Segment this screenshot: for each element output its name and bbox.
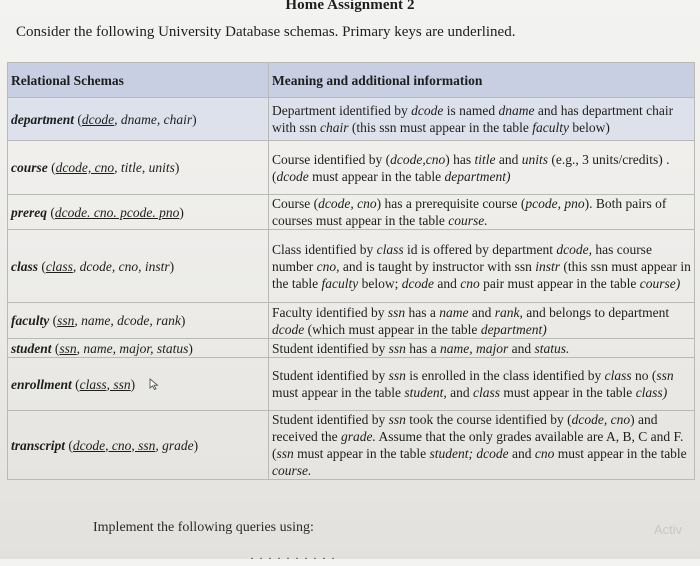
cutoff-text: · · · · · · · · · · (250, 551, 336, 565)
meaning-text: faculty (321, 275, 359, 291)
meaning-cell (269, 195, 695, 230)
meaning-cell (269, 411, 695, 480)
meaning-text: must appear in the table (293, 446, 430, 461)
meaning-text: has a (405, 304, 440, 320)
meaning-text: and is taught by instructor with ssn (339, 258, 536, 274)
meaning-text: ssn (656, 368, 674, 383)
meaning-text: Assume that the only grades available are A, B, C and F. ( (272, 429, 684, 461)
meaning-text: must appear in the table (308, 168, 445, 184)
meaning-text: course. (448, 213, 488, 228)
primary-key-attr: dcode, cno, ssn (72, 437, 156, 453)
schema-attr: , name, major, status (76, 340, 189, 356)
primary-key-attr: class, ssn (79, 376, 131, 392)
schema-name: prereq (11, 204, 47, 220)
meaning-text: class (376, 241, 404, 257)
schema-close-paren: ) (179, 204, 184, 220)
meaning-text: Student identified by (272, 340, 389, 356)
schema-attr: , grade (155, 437, 194, 453)
meaning-text: has a (405, 340, 440, 356)
schema-open-paren: ( (47, 204, 55, 220)
meaning-cell (269, 358, 695, 411)
meaning-text: below) (568, 120, 610, 135)
meaning-text: department) (444, 168, 511, 184)
schema-close-paren: ) (188, 340, 193, 356)
table-header-row (8, 63, 695, 98)
schema-name: faculty (11, 313, 50, 328)
schema-cell (8, 98, 269, 141)
meaning-text: no ( (631, 368, 657, 383)
mouse-cursor-icon (149, 377, 159, 389)
meaning-text: dcode, cno (571, 412, 631, 427)
schema-name: enrollment (11, 376, 72, 392)
schema-open-paren: ( (71, 376, 80, 392)
meaning-cell (269, 98, 695, 141)
schema-attr: , (114, 111, 121, 127)
meaning-text: Faculty identified by (272, 304, 388, 320)
meaning-text: Student identified by (272, 368, 389, 383)
meaning-text: department) (480, 321, 547, 337)
schema-close-paren: ) (193, 437, 199, 453)
meaning-text: Class identified by (272, 241, 377, 257)
meaning-text: ) has a prerequisite course ( (376, 196, 526, 211)
meaning-text: took the course identified by ( (405, 412, 572, 427)
schema-open-paren: ( (47, 160, 56, 175)
meaning-text: class) (635, 385, 668, 400)
meaning-text: ). Both pairs of courses must appear in the table (272, 196, 667, 228)
schema-attr: , dcode, cno, instr (72, 258, 170, 274)
meaning-text: id is offered by department (403, 241, 557, 257)
schema-open-paren: ( (65, 437, 73, 453)
meaning-text: and belongs to department (522, 304, 670, 320)
meaning-text: dcode,cno (390, 151, 446, 167)
schema-cell (8, 358, 269, 411)
schema-open-paren: ( (49, 313, 58, 328)
table-row (8, 195, 695, 230)
meaning-text: instr (535, 258, 561, 274)
schema-cell (8, 195, 269, 230)
meaning-text: (this ssn must appear in the table (348, 120, 533, 135)
meaning-text: (this ssn must appear in the table (272, 258, 691, 291)
meaning-text: dcode, (556, 241, 592, 257)
meaning-text: and (433, 275, 461, 291)
meaning-text: Department identified by (272, 103, 412, 118)
meaning-text: must appear in the table (272, 385, 405, 400)
primary-key-attr: dcode, cno (55, 160, 115, 175)
footer-text: Implement the following queries using: (93, 520, 314, 535)
primary-key-attr: ssn (59, 340, 77, 356)
meaning-text: and (446, 385, 473, 400)
meaning-text: course) (639, 275, 681, 291)
meaning-text: and has department chair with ssn (272, 103, 674, 135)
meaning-text: (which must appear in the table (304, 321, 481, 337)
activation-watermark: Activ (654, 522, 683, 537)
meaning-text: pcode, pno (525, 196, 585, 211)
meaning-text: faculty (532, 120, 569, 135)
meaning-text: chair (320, 120, 349, 135)
meaning-text: ) has (445, 151, 475, 167)
schema-close-paren: ) (180, 313, 186, 328)
schema-name: course (11, 160, 48, 175)
schema-close-paren: ) (130, 376, 136, 392)
meaning-text: dname (498, 103, 535, 118)
meaning-cell (269, 230, 695, 303)
meaning-text: dcode (411, 103, 444, 118)
table-row (8, 230, 695, 303)
meaning-text: and (495, 151, 522, 167)
meaning-cell (269, 303, 695, 339)
meaning-text: ) and received the (272, 412, 658, 444)
page-title: Home Assignment 2 (285, 0, 415, 13)
header-relational-schemas: Relational Schemas (8, 63, 269, 98)
meaning-text: Course identified by ( (272, 151, 391, 167)
schema-name: transcript (11, 437, 66, 453)
schema-cell (8, 230, 269, 303)
meaning-text: name (439, 304, 469, 320)
meaning-text: Student identified by (272, 412, 389, 427)
schema-open-paren: ( (51, 340, 60, 356)
table-row (8, 303, 695, 339)
meaning-text: dcode (272, 321, 305, 337)
meaning-text: cno (534, 446, 555, 461)
meaning-text: dcode, cno (318, 196, 377, 211)
schema-close-paren: ) (192, 111, 197, 127)
meaning-text: class (604, 368, 632, 383)
meaning-text: ssn (387, 304, 406, 320)
schema-cell (8, 141, 269, 195)
primary-key-attr: ssn (57, 313, 75, 328)
meaning-text: has course number (272, 241, 652, 274)
meaning-text: dcode (276, 168, 309, 184)
intro-text: Consider the following University Database schemas. Primary keys are underlined. (16, 24, 516, 40)
header-meaning: Meaning and additional information (269, 63, 695, 98)
schema-name: department (11, 111, 74, 127)
primary-key-attr: class (45, 258, 73, 274)
meaning-text: title (474, 151, 496, 167)
schema-attr: , title, units (114, 160, 175, 175)
schema-cell (8, 339, 269, 358)
meaning-text: course. (272, 463, 312, 478)
meaning-text: must appear in the table (554, 446, 687, 461)
meaning-text: and (508, 340, 535, 356)
meaning-cell (269, 339, 695, 358)
table-row (8, 339, 695, 358)
table-row (8, 411, 695, 480)
schema-close-paren: ) (169, 258, 175, 274)
table-row (8, 98, 695, 141)
schema-name: class (11, 258, 38, 274)
schema-name: student (11, 340, 52, 356)
schema-attr: dname, chair (120, 111, 193, 127)
meaning-text: grade. (340, 429, 376, 444)
meaning-text: class (472, 385, 500, 400)
meaning-text: and (508, 446, 535, 461)
meaning-text: student, (404, 385, 447, 400)
meaning-text: rank, (494, 304, 523, 320)
schema-attr: , name, dcode, rank (74, 313, 181, 328)
meaning-text: student; dcode (429, 446, 509, 461)
meaning-text: ssn (388, 340, 406, 356)
meaning-text: and (468, 304, 495, 320)
meaning-text: cno, (316, 258, 340, 274)
meaning-text: name, major (440, 340, 509, 356)
meaning-text: is enrolled in the class identified by (405, 368, 605, 383)
meaning-text: pair must appear in the table (479, 275, 640, 291)
meaning-text: units (521, 151, 548, 167)
primary-key-attr: dcode (81, 111, 115, 127)
meaning-text: is named (443, 103, 499, 118)
meaning-text: (e.g., 3 units/credits) . ( (272, 151, 670, 184)
schema-close-paren: ) (174, 160, 180, 175)
schema-cell (8, 411, 269, 480)
meaning-text: ssn (388, 368, 406, 383)
meaning-text: status. (534, 340, 570, 356)
schema-table (7, 62, 695, 480)
schema-open-paren: ( (74, 111, 82, 127)
meaning-text: dcode (401, 275, 434, 291)
schema-cell (8, 303, 269, 339)
meaning-text: below; (358, 275, 402, 291)
meaning-cell (269, 141, 695, 195)
table-row (8, 358, 695, 411)
meaning-text: ssn (388, 412, 406, 427)
meaning-text: Course ( (272, 196, 319, 211)
schema-open-paren: ( (38, 258, 46, 274)
meaning-text: must appear in the table (499, 385, 636, 400)
table-row (8, 141, 695, 195)
meaning-text: ssn (276, 446, 294, 461)
primary-key-attr: dcode. cno. pcode. pno (54, 204, 180, 220)
meaning-text: cno (460, 275, 480, 291)
